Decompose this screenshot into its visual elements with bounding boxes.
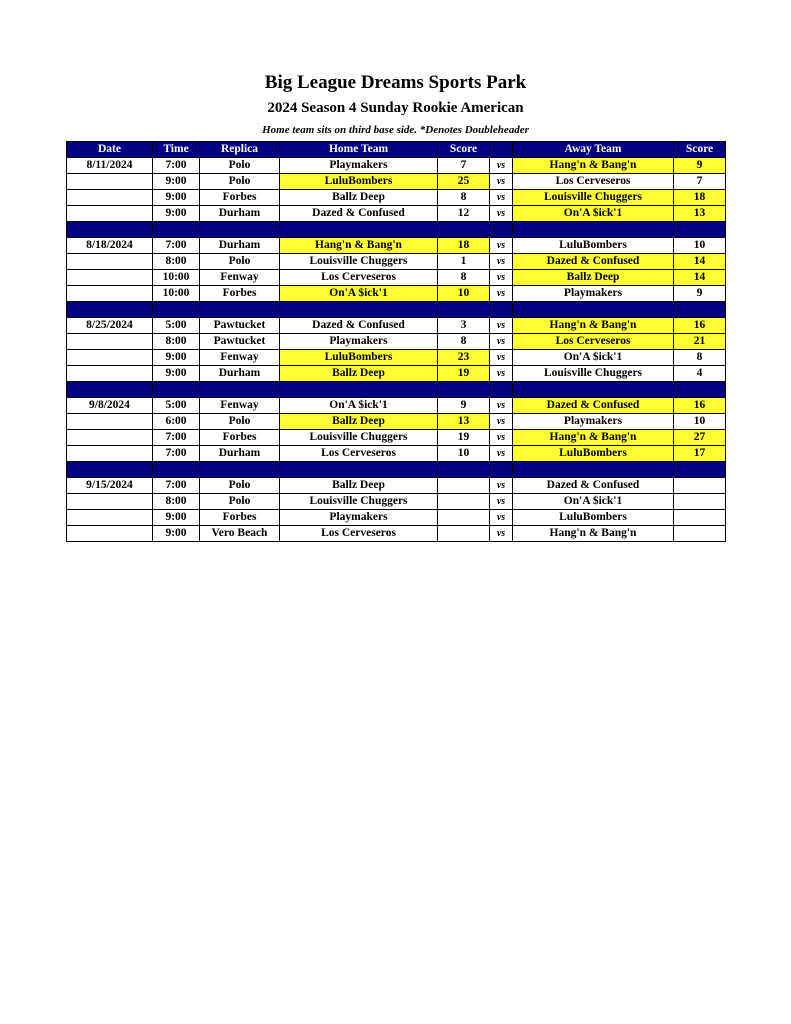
separator-cell [674, 222, 726, 238]
game-date [67, 414, 153, 430]
away-team: LuluBombers [513, 510, 674, 526]
game-row [67, 398, 726, 414]
away-score: 7 [674, 174, 726, 190]
game-replica: Forbes [200, 430, 280, 446]
away-team: Dazed & Confused [513, 254, 674, 270]
game-time: 9:00 [153, 174, 200, 190]
game-time: 7:00 [153, 446, 200, 462]
home-team: Louisville Chuggers [280, 430, 438, 446]
away-score [674, 526, 726, 542]
away-team: Ballz Deep [513, 270, 674, 286]
separator-cell [674, 382, 726, 398]
home-team: Hang'n & Bang'n [280, 238, 438, 254]
home-team: Los Cerveseros [280, 446, 438, 462]
home-team: LuluBombers [280, 174, 438, 190]
away-score: 21 [674, 334, 726, 350]
home-score [438, 494, 490, 510]
separator-cell [490, 302, 513, 318]
vs-label: vs [490, 270, 513, 286]
away-score: 16 [674, 318, 726, 334]
game-row [67, 286, 726, 302]
game-date [67, 446, 153, 462]
away-team: Hang'n & Bang'n [513, 526, 674, 542]
away-score: 18 [674, 190, 726, 206]
home-score: 25 [438, 174, 490, 190]
game-row [67, 350, 726, 366]
vs-label: vs [490, 334, 513, 350]
home-team: Playmakers [280, 334, 438, 350]
vs-label: vs [490, 366, 513, 382]
vs-label: vs [490, 398, 513, 414]
game-time: 7:00 [153, 478, 200, 494]
away-team: Hang'n & Bang'n [513, 430, 674, 446]
game-date: 8/11/2024 [67, 158, 153, 174]
home-score [438, 478, 490, 494]
game-row [67, 206, 726, 222]
away-team: Los Cerveseros [513, 334, 674, 350]
separator-cell [200, 382, 280, 398]
away-score: 13 [674, 206, 726, 222]
page-subtitle: 2024 Season 4 Sunday Rookie American [267, 100, 524, 116]
separator-cell [67, 302, 153, 318]
separator-cell [513, 222, 674, 238]
home-team: Los Cerveseros [280, 526, 438, 542]
away-team: On'A $ick'1 [513, 494, 674, 510]
separator-cell [438, 222, 490, 238]
game-time: 8:00 [153, 254, 200, 270]
separator-cell [438, 302, 490, 318]
separator-cell [513, 382, 674, 398]
game-replica: Pawtucket [200, 318, 280, 334]
col-header-replica: Replica [200, 142, 280, 158]
game-date: 8/25/2024 [67, 318, 153, 334]
col-header-away-team: Away Team [513, 142, 674, 158]
home-score: 9 [438, 398, 490, 414]
vs-label: vs [490, 206, 513, 222]
home-team: Playmakers [280, 158, 438, 174]
away-score: 27 [674, 430, 726, 446]
col-header-time: Time [153, 142, 200, 158]
game-row [67, 174, 726, 190]
game-replica: Durham [200, 238, 280, 254]
game-replica: Polo [200, 254, 280, 270]
game-time: 7:00 [153, 430, 200, 446]
home-score: 8 [438, 270, 490, 286]
game-date: 9/8/2024 [67, 398, 153, 414]
separator-cell [153, 222, 200, 238]
week-separator [67, 302, 726, 318]
header-row [67, 142, 726, 158]
week-separator [67, 222, 726, 238]
away-team: Hang'n & Bang'n [513, 158, 674, 174]
vs-label: vs [490, 446, 513, 462]
vs-label: vs [490, 510, 513, 526]
game-time: 9:00 [153, 190, 200, 206]
game-time: 8:00 [153, 334, 200, 350]
separator-cell [153, 382, 200, 398]
home-score: 13 [438, 414, 490, 430]
home-team: Playmakers [280, 510, 438, 526]
vs-label: vs [490, 478, 513, 494]
vs-label: vs [490, 430, 513, 446]
game-replica: Forbes [200, 190, 280, 206]
game-row [67, 414, 726, 430]
home-score: 23 [438, 350, 490, 366]
game-date [67, 350, 153, 366]
game-row [67, 270, 726, 286]
game-replica: Polo [200, 494, 280, 510]
home-score: 1 [438, 254, 490, 270]
game-row [67, 238, 726, 254]
separator-cell [674, 462, 726, 478]
home-score: 18 [438, 238, 490, 254]
game-time: 10:00 [153, 286, 200, 302]
game-time: 7:00 [153, 158, 200, 174]
separator-cell [280, 302, 438, 318]
game-replica: Vero Beach [200, 526, 280, 542]
game-time: 9:00 [153, 510, 200, 526]
home-score [438, 510, 490, 526]
away-team: Louisville Chuggers [513, 366, 674, 382]
game-row [67, 190, 726, 206]
away-team: On'A $ick'1 [513, 350, 674, 366]
game-time: 9:00 [153, 526, 200, 542]
home-team: Ballz Deep [280, 190, 438, 206]
game-date: 8/18/2024 [67, 238, 153, 254]
week-separator [67, 462, 726, 478]
vs-label: vs [490, 190, 513, 206]
separator-cell [490, 382, 513, 398]
separator-cell [67, 462, 153, 478]
separator-cell [153, 302, 200, 318]
game-replica: Polo [200, 158, 280, 174]
separator-cell [438, 462, 490, 478]
separator-cell [490, 222, 513, 238]
vs-label: vs [490, 414, 513, 430]
separator-cell [67, 382, 153, 398]
game-time: 10:00 [153, 270, 200, 286]
separator-cell [153, 462, 200, 478]
away-score: 10 [674, 414, 726, 430]
away-score: 8 [674, 350, 726, 366]
vs-label: vs [490, 174, 513, 190]
vs-label: vs [490, 158, 513, 174]
home-team: Ballz Deep [280, 366, 438, 382]
home-team: Dazed & Confused [280, 206, 438, 222]
home-team: On'A $ick'1 [280, 286, 438, 302]
separator-cell [674, 302, 726, 318]
game-date [67, 430, 153, 446]
separator-cell [280, 222, 438, 238]
game-row [67, 334, 726, 350]
away-team: Hang'n & Bang'n [513, 318, 674, 334]
game-date [67, 526, 153, 542]
week-separator [67, 382, 726, 398]
game-date [67, 366, 153, 382]
away-score: 14 [674, 270, 726, 286]
game-row [67, 158, 726, 174]
away-score: 10 [674, 238, 726, 254]
game-time: 9:00 [153, 366, 200, 382]
vs-label: vs [490, 318, 513, 334]
game-date [67, 334, 153, 350]
separator-cell [200, 302, 280, 318]
schedule-body [67, 158, 726, 542]
vs-label: vs [490, 350, 513, 366]
game-replica: Forbes [200, 510, 280, 526]
vs-label: vs [490, 254, 513, 270]
away-score [674, 494, 726, 510]
away-team: Los Cerveseros [513, 174, 674, 190]
away-score: 17 [674, 446, 726, 462]
vs-label: vs [490, 494, 513, 510]
game-replica: Durham [200, 366, 280, 382]
game-row [67, 446, 726, 462]
game-time: 9:00 [153, 350, 200, 366]
away-score [674, 510, 726, 526]
game-date [67, 270, 153, 286]
away-team: LuluBombers [513, 446, 674, 462]
game-date [67, 174, 153, 190]
game-row [67, 494, 726, 510]
game-time: 8:00 [153, 494, 200, 510]
home-team: Los Cerveseros [280, 270, 438, 286]
separator-cell [280, 382, 438, 398]
game-replica: Fenway [200, 350, 280, 366]
home-team: Louisville Chuggers [280, 494, 438, 510]
page-title: Big League Dreams Sports Park [264, 72, 527, 93]
col-header-home-score: Score [438, 142, 490, 158]
game-row [67, 430, 726, 446]
game-row [67, 510, 726, 526]
home-score: 12 [438, 206, 490, 222]
game-replica: Forbes [200, 286, 280, 302]
away-score: 4 [674, 366, 726, 382]
home-score: 10 [438, 286, 490, 302]
home-score: 8 [438, 334, 490, 350]
away-score: 9 [674, 158, 726, 174]
game-replica: Polo [200, 414, 280, 430]
game-row [67, 478, 726, 494]
separator-cell [280, 462, 438, 478]
home-team: Ballz Deep [280, 414, 438, 430]
game-row [67, 526, 726, 542]
separator-cell [513, 462, 674, 478]
col-header-date: Date [67, 142, 153, 158]
game-replica: Fenway [200, 270, 280, 286]
game-row [67, 366, 726, 382]
home-score: 10 [438, 446, 490, 462]
game-date [67, 510, 153, 526]
home-score: 19 [438, 366, 490, 382]
home-score: 7 [438, 158, 490, 174]
game-replica: Pawtucket [200, 334, 280, 350]
home-score: 8 [438, 190, 490, 206]
game-time: 7:00 [153, 238, 200, 254]
schedule-table [66, 141, 726, 542]
separator-cell [438, 382, 490, 398]
game-date: 9/15/2024 [67, 478, 153, 494]
game-row [67, 318, 726, 334]
separator-cell [490, 462, 513, 478]
away-team: Dazed & Confused [513, 478, 674, 494]
home-team: Dazed & Confused [280, 318, 438, 334]
game-date [67, 254, 153, 270]
away-score [674, 478, 726, 494]
schedule-note: Home team sits on third base side. *Denotes Doubleheader [262, 124, 529, 136]
away-team: LuluBombers [513, 238, 674, 254]
game-replica: Polo [200, 478, 280, 494]
col-header-vs [490, 142, 513, 158]
separator-cell [513, 302, 674, 318]
col-header-home-team: Home Team [280, 142, 438, 158]
home-team: Louisville Chuggers [280, 254, 438, 270]
away-score: 9 [674, 286, 726, 302]
home-score: 19 [438, 430, 490, 446]
away-team: On'A $ick'1 [513, 206, 674, 222]
separator-cell [67, 222, 153, 238]
game-time: 9:00 [153, 206, 200, 222]
separator-cell [200, 462, 280, 478]
game-row [67, 254, 726, 270]
game-replica: Polo [200, 174, 280, 190]
home-score [438, 526, 490, 542]
game-replica: Fenway [200, 398, 280, 414]
game-time: 6:00 [153, 414, 200, 430]
game-date [67, 286, 153, 302]
home-team: LuluBombers [280, 350, 438, 366]
away-team: Playmakers [513, 414, 674, 430]
away-team: Dazed & Confused [513, 398, 674, 414]
away-team: Playmakers [513, 286, 674, 302]
game-replica: Durham [200, 206, 280, 222]
separator-cell [200, 222, 280, 238]
game-date [67, 190, 153, 206]
away-score: 14 [674, 254, 726, 270]
col-header-away-score: Score [674, 142, 726, 158]
home-score: 3 [438, 318, 490, 334]
home-team: Ballz Deep [280, 478, 438, 494]
home-team: On'A $ick'1 [280, 398, 438, 414]
vs-label: vs [490, 238, 513, 254]
vs-label: vs [490, 526, 513, 542]
away-team: Louisville Chuggers [513, 190, 674, 206]
game-date [67, 206, 153, 222]
game-replica: Durham [200, 446, 280, 462]
away-score: 16 [674, 398, 726, 414]
vs-label: vs [490, 286, 513, 302]
game-date [67, 494, 153, 510]
game-time: 5:00 [153, 398, 200, 414]
game-time: 5:00 [153, 318, 200, 334]
